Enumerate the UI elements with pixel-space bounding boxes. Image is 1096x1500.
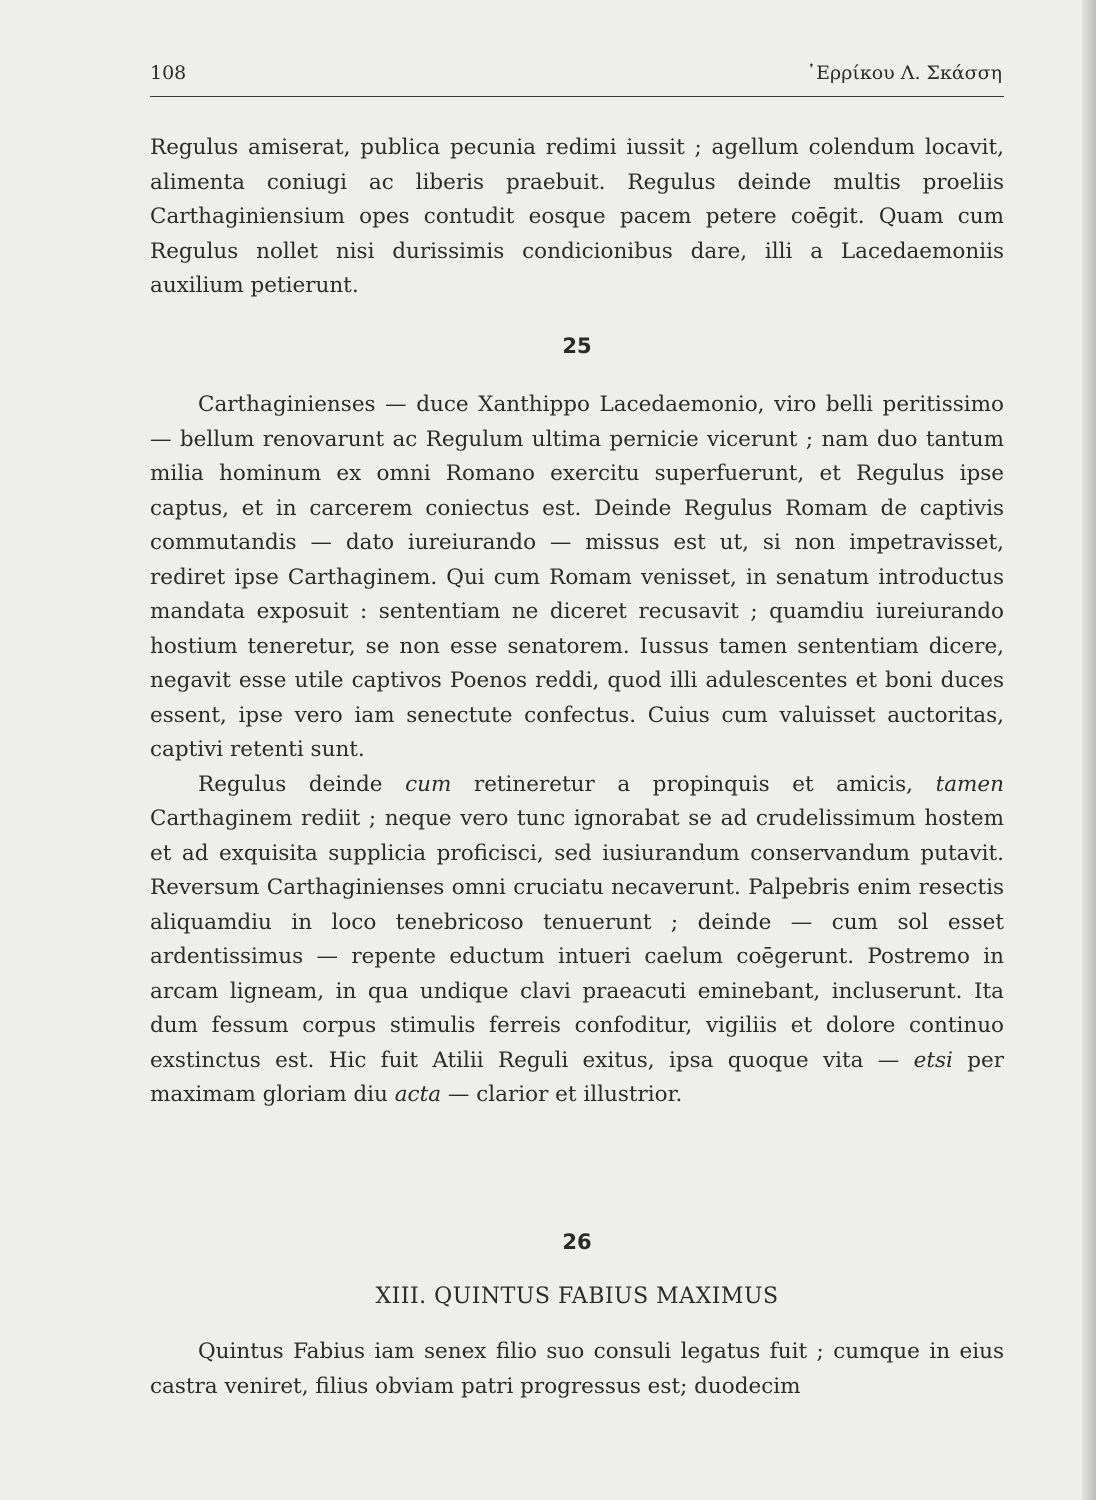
- section-25-paragraph-2: [150, 768, 1004, 1113]
- running-head: ῾Ερρίκου Λ. Σκάσση: [806, 62, 1002, 84]
- page-header: [150, 62, 1002, 90]
- section-26-paragraph-1: Quintus Fabius iam senex filio suo consuli legatus fuit ; cumque in eius castra veniret, filius obviam patri progressus est; duodecim: [150, 1339, 1004, 1399]
- header-rule: [150, 96, 1004, 97]
- section-26-text: [150, 1335, 1004, 1404]
- section-number-26: 26: [562, 1230, 592, 1254]
- page-edge-shadow: [1082, 0, 1096, 1500]
- paragraph-2-italic-1: cum: [405, 771, 452, 797]
- paragraph-2-part-1: Regulus deinde: [198, 771, 406, 797]
- paragraph-2-part-4: per maximam gloriam diu: [150, 1047, 1004, 1107]
- paragraph-2-italic-2: tamen: [935, 771, 1004, 797]
- paragraph-2-part-3: Carthaginem rediit ; neque vero tunc ignorabat se ad crudelissimum hostem et ad exquisita supplicia proficisci, sed iusiurandum conservandum putavit. Reversum Carthaginienses omni cruciatu necaverunt. Palpebris enim resectis aliquamdiu in loco tenebricoso tenuerunt ; deinde — cum sol esset ardentissimus — repente eductum intueri caelum coēgerunt. Postremo in arcam ligneam, in qua undique clavi praeacuti eminebant, incluserunt. Ita dum fessum corpus stimulis ferreis confoditur, vigiliis et dolore continuo exstinctus est. Hic fuit Atilii Reguli exitus, ipsa quoque vita —: [150, 806, 1004, 1073]
- section-25-paragraph-1: Carthaginienses — duce Xanthippo Lacedaemonio, viro belli peritissimo — bellum renovarunt ac Regulum ultima pernicie vicerunt ; nam duo tantum milia hominum ex omni Romano exercitu superfuerunt, et Regulus ipse captus, et in carcerem coniectus est. Deinde Regulus Romam de captivis commutandis — dato iureiurando — missus est ut, si non impetravisset, rediret ipse Carthaginem. Qui cum Romam venisset, in senatum introductus mandata exposuit : sententiam ne diceret recusavit ; quamdiu iureiurando hostium teneretur, se non esse senatorem. Iussus tamen sententiam dicere, negavit esse utile captivos Poenos reddi, quod illi adulescentes et boni duces essent, ipse vero iam senectute confectus. Cuius cum valuisset auctoritas, captivi retenti sunt.: [150, 392, 1004, 762]
- chapter-title: XIII. QUINTUS FABIUS MAXIMUS: [375, 1284, 779, 1309]
- paragraph-2-italic-4: acta: [394, 1082, 442, 1107]
- paragraph-2-part-5: — clarior et illustrior.: [441, 1082, 683, 1107]
- paragraph-2-part-2: retineretur a propinquis et amicis,: [451, 771, 936, 797]
- section-number-25: 25: [562, 334, 592, 358]
- opening-paragraph: Regulus amiserat, publica pecunia redimi iussit ; agellum colendum locavit, alimenta coniugi ac liberis praebuit. Regulus deinde multis proeliis Carthaginiensium opes contudit eosque pacem petere coēgit. Quam cum Regulus nollet nisi durissimis condicionibus dare, illi a Lacedaemoniis auxilium petierunt.: [150, 135, 1004, 298]
- opening-text: [150, 131, 1004, 304]
- paragraph-2-italic-3: etsi: [913, 1047, 953, 1073]
- section-25-text: [150, 388, 1004, 1113]
- page-number: 108: [150, 62, 187, 84]
